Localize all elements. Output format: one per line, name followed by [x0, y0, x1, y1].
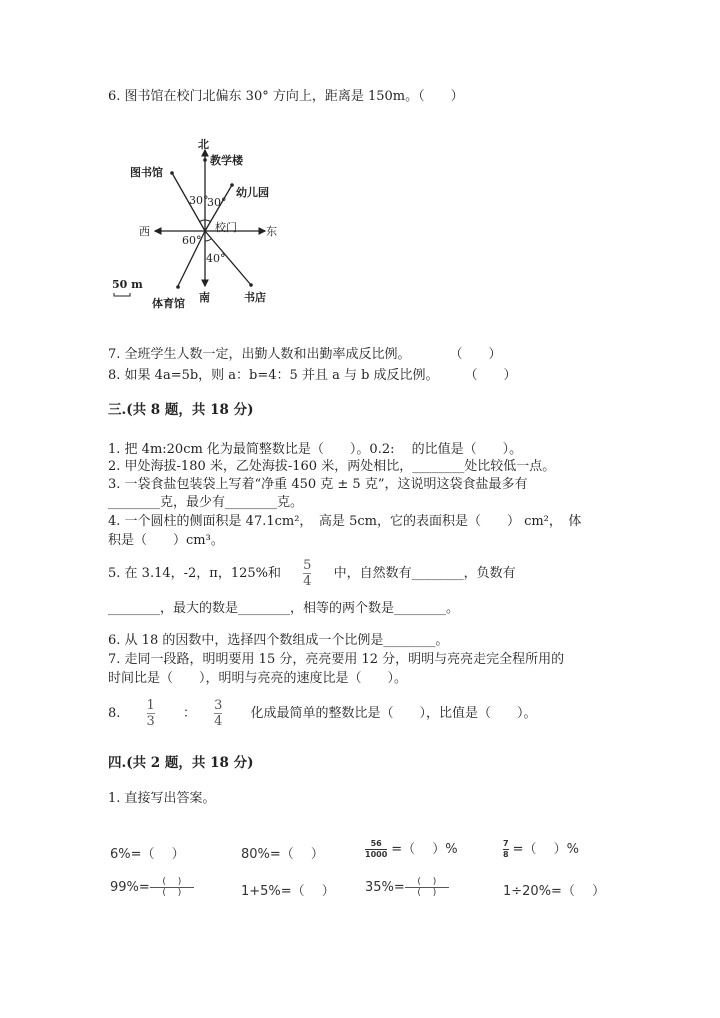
calc-item: $\frac{7}{8}$ =（ ）% [503, 839, 579, 859]
text: 中，自然数有________，负数有 [333, 566, 516, 581]
angle-label: 30° [207, 196, 227, 209]
s3-q3-cont: ________克，最少有________克。 [108, 495, 304, 510]
s3-q8 [108, 698, 537, 729]
calc-item: 80%=（ ） [241, 847, 324, 862]
bookstore-label: 书店 [244, 291, 266, 304]
s4-q1: 1. 直接写出答案。 [108, 791, 216, 806]
calc-item: 1÷20%=（ ） [503, 884, 606, 899]
teaching-building-label: 教学楼 [210, 154, 243, 167]
s3-q7-cont: 时间比是（ ），明明与亮亮的速度比是（ ）。 [108, 671, 408, 686]
text: 化成最简单的整数比是（ ），比值是（ ）。 [250, 706, 537, 721]
angle-label: 60° [182, 234, 202, 247]
fraction: $\frac{5}{4}$ [303, 558, 312, 589]
angle-label: 30° [189, 194, 209, 207]
gym-label: 体育馆 [152, 297, 185, 310]
direction-diagram [100, 130, 300, 320]
s3-q6: 6. 从 18 的因数中，选择四个数组成一个比例是________。 [108, 633, 449, 648]
angle-label: 40° [206, 252, 226, 265]
fraction: $\frac{3}{4}$ [214, 698, 223, 729]
s3-q4-cont: 积是（ ）cm³。 [108, 533, 224, 548]
s3-q5 [108, 558, 516, 589]
calc-item: 1+5%=（ ） [241, 884, 335, 899]
q6-statement: 6. 图书馆在校门北偏东 30° 方向上，距离是 150m。（ ） [108, 89, 464, 104]
q8-statement: 8. 如果 4a=5b，则 a：b=4：5 并且 a 与 b 成反比例。 （ ） [108, 368, 517, 383]
s3-q5-cont: ________，最大的数是________，相等的两个数是________。 [108, 601, 460, 616]
west-label: 西 [139, 225, 150, 238]
school-gate-label: 校门 [215, 221, 237, 234]
fraction: $\frac{1}{3}$ [146, 698, 155, 729]
s3-q4: 4. 一个圆柱的侧面积是 47.1cm²， 高是 5cm，它的表面积是（ ） cm²， 体 [108, 514, 582, 529]
calc-item: 99%= ( ) ( ) [110, 877, 194, 898]
section-3-header: 三.(共 8 题，共 18 分) [108, 402, 254, 418]
east-label: 东 [266, 225, 277, 238]
text: 8. [108, 706, 121, 721]
calc-item: 35%= ( ) ( ) [365, 877, 449, 898]
s3-q1: 1. 把 4m:20cm 化为最简整数比是（ ）。0.2: 的比值是（ ）。 [108, 442, 523, 457]
calc-item: $\frac{56}{1000}$ =（ ）% [365, 839, 458, 859]
s3-q7: 7. 走同一段路，明明要用 15 分，亮亮要用 12 分，明明与亮亮走完全程所用的 [108, 652, 565, 667]
q7-statement: 7. 全班学生人数一定，出勤人数和出勤率成反比例。 （ ） [108, 347, 502, 362]
south-label: 南 [199, 291, 210, 304]
text: ： [182, 706, 196, 721]
calc-item: 6%=（ ） [110, 847, 185, 862]
north-label: 北 [198, 138, 209, 151]
text: 5. 在 3.14，-2，π，125%和 [108, 566, 281, 581]
library-label: 图书馆 [130, 166, 163, 179]
kindergarten-label: 幼儿园 [236, 186, 269, 199]
scale-label: 50 m [112, 278, 143, 291]
s3-q2: 2. 甲处海拔-180 米，乙处海拔-160 米，两处相比，________处比较低一点。 [108, 459, 556, 474]
section-4-header: 四.(共 2 题，共 18 分) [108, 755, 254, 771]
s3-q3: 3. 一袋食盐包装袋上写着“净重 450 克 ± 5 克”，这说明这袋食盐最多有 [108, 477, 528, 492]
